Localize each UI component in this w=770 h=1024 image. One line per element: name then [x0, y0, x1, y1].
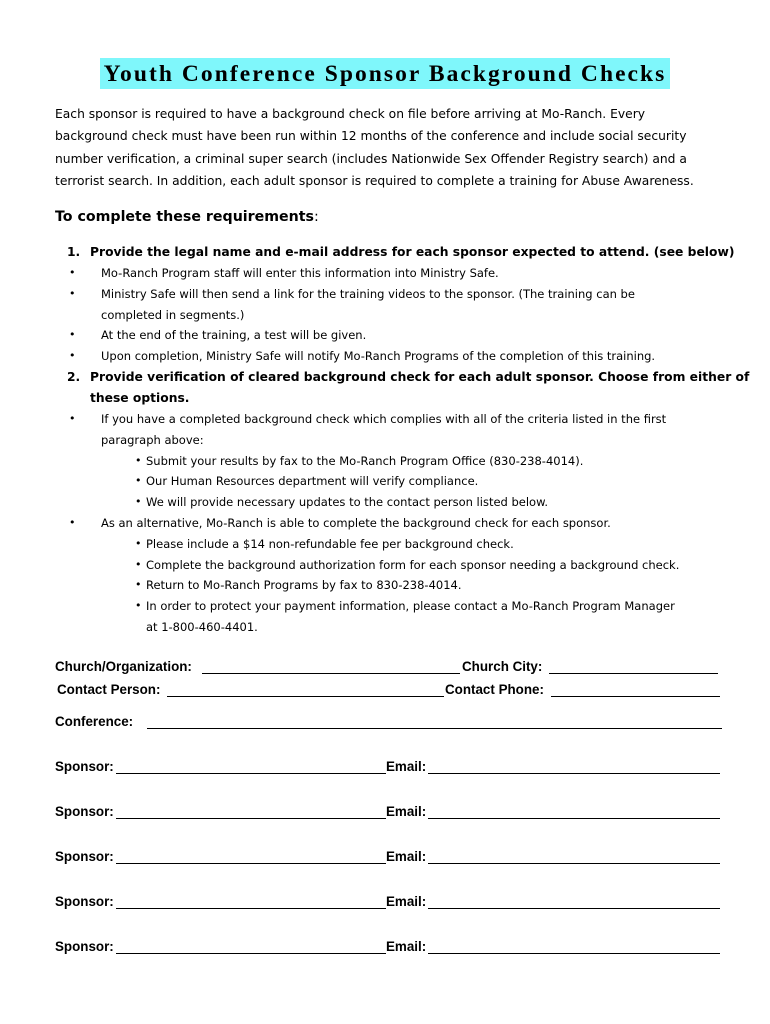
bullet-icon: •: [69, 349, 76, 363]
sponsor-email-field[interactable]: [428, 908, 720, 909]
sponsor-label: Sponsor:: [55, 804, 114, 819]
email-label: Email:: [386, 894, 427, 909]
sponsor-name-field[interactable]: [116, 908, 386, 909]
bullet-item: [55, 513, 745, 534]
sponsor-name-field[interactable]: [116, 863, 386, 864]
bullet-icon: •: [135, 599, 142, 613]
email-label: Email:: [386, 849, 427, 864]
conference-label: Conference:: [55, 714, 134, 729]
bullet-icon: •: [135, 557, 142, 571]
church-organization-label: Church/Organization:: [55, 659, 192, 674]
bullet-icon: •: [69, 328, 76, 342]
sponsor-label: Sponsor:: [55, 939, 114, 954]
sponsor-email-field[interactable]: [428, 863, 720, 864]
sponsor-email-field[interactable]: [428, 953, 720, 954]
sub-bullet-line: In order to protect your payment information, please contact a Mo-Ranch Program Manager: [146, 599, 675, 614]
step-line: Provide the legal name and e-mail address for each sponsor expected to attend. (see below): [90, 245, 735, 259]
bullet-icon: •: [69, 266, 76, 279]
contact-phone-field[interactable]: [551, 696, 720, 697]
section-heading-text: To complete these requirements: [55, 209, 315, 225]
step-text: [90, 242, 745, 263]
bullet-icon: •: [135, 536, 142, 550]
section-heading-colon: :: [314, 209, 319, 225]
sub-bullet-line: Complete the background authorization form for each sponsor needing a background check.: [146, 557, 680, 572]
bullet-item: [55, 325, 745, 346]
sub-bullet-item: [55, 555, 745, 576]
email-label: Email:: [386, 804, 427, 819]
church-city-field[interactable]: [549, 673, 718, 674]
bullet-line: Mo-Ranch Program staff will enter this information into Ministry Safe.: [101, 266, 499, 280]
bullet-line: Upon completion, Ministry Safe will notify Mo-Ranch Programs of the completion of this training.: [101, 349, 656, 364]
sub-bullet-item: [55, 471, 745, 492]
step-line: these options.: [90, 390, 190, 405]
sponsor-label: Sponsor:: [55, 849, 114, 864]
step-line: Provide verification of cleared background check for each adult sponsor. Choose from either of: [90, 369, 750, 384]
bullet-icon: •: [135, 453, 142, 467]
contact-phone-label: Contact Phone:: [445, 682, 544, 697]
sponsor-label: Sponsor:: [55, 894, 114, 909]
bullet-icon: •: [135, 495, 142, 509]
intro-line: number verification, a criminal super search (includes Nationwide Sex Offender Registry search) and a: [55, 151, 687, 166]
page-title: Youth Conference Sponsor Background Checks: [100, 58, 671, 89]
sub-bullet-item: [55, 575, 745, 596]
sub-bullet-line: Submit your results by fax to the Mo-Ranch Program Office (830-238-4014).: [146, 453, 584, 468]
bullet-line: paragraph above:: [101, 432, 204, 447]
requirements-list: [55, 242, 750, 638]
bullet-line: completed in segments.): [101, 307, 245, 322]
step-1: [55, 242, 745, 263]
step-number: 1.: [67, 245, 81, 259]
sponsor-email-field[interactable]: [428, 773, 720, 774]
intro-paragraph: [55, 103, 735, 192]
bullet-icon: •: [69, 286, 76, 300]
email-label: Email:: [386, 759, 427, 774]
bullet-line: If you have a completed background check which complies with all of the criteria listed in the first: [101, 411, 667, 426]
contact-person-label: Contact Person:: [57, 682, 161, 697]
sponsor-name-field[interactable]: [116, 818, 386, 819]
sponsor-name-field[interactable]: [116, 953, 386, 954]
sponsor-email-field[interactable]: [428, 818, 720, 819]
bullet-icon: •: [135, 578, 142, 592]
bullet-line: Ministry Safe will then send a link for the training videos to the sponsor. (The training can be: [101, 286, 635, 301]
bullet-item: [55, 263, 745, 284]
sub-bullet-line: Please include a $14 non-refundable fee per background check.: [146, 536, 514, 551]
intro-line: terrorist search. In addition, each adult sponsor is required to complete a training for Abuse Awareness.: [55, 173, 694, 188]
sub-bullet-line: Our Human Resources department will verify compliance.: [146, 474, 479, 489]
sub-bullet-line: We will provide necessary updates to the contact person listed below.: [146, 495, 549, 510]
sub-bullet-line: at 1-800-460-4401.: [146, 619, 258, 634]
sub-bullet-item: [55, 492, 745, 513]
step-text: [90, 367, 750, 409]
contact-person-field[interactable]: [167, 696, 444, 697]
step-number: 2.: [67, 369, 81, 384]
church-city-label: Church City:: [462, 659, 543, 674]
bullet-icon: •: [135, 474, 142, 488]
section-heading: [55, 205, 319, 229]
email-label: Email:: [386, 939, 427, 954]
bullet-icon: •: [69, 411, 76, 425]
bullet-item: [55, 409, 745, 451]
step-2: [55, 367, 750, 409]
bullet-item: [55, 284, 745, 326]
bullet-line: As an alternative, Mo-Ranch is able to complete the background check for each sponsor.: [101, 515, 611, 530]
bullet-line: At the end of the training, a test will be given.: [101, 328, 367, 343]
sponsor-name-field[interactable]: [116, 773, 386, 774]
conference-field[interactable]: [147, 728, 722, 729]
sponsor-label: Sponsor:: [55, 759, 114, 774]
bullet-icon: •: [69, 515, 76, 529]
sub-bullet-item: [55, 451, 745, 472]
bullet-item: [55, 346, 745, 367]
intro-line: background check must have been run within 12 months of the conference and include social security: [55, 129, 687, 144]
church-organization-field[interactable]: [202, 673, 460, 674]
intro-line: Each sponsor is required to have a background check on file before arriving at Mo-Ranch. Every: [55, 107, 646, 121]
title-wrap: [0, 58, 770, 89]
sub-bullet-item: [55, 534, 745, 555]
sub-bullet-line: Return to Mo-Ranch Programs by fax to 830-238-4014.: [146, 578, 462, 593]
sub-bullet-item: [55, 596, 745, 638]
